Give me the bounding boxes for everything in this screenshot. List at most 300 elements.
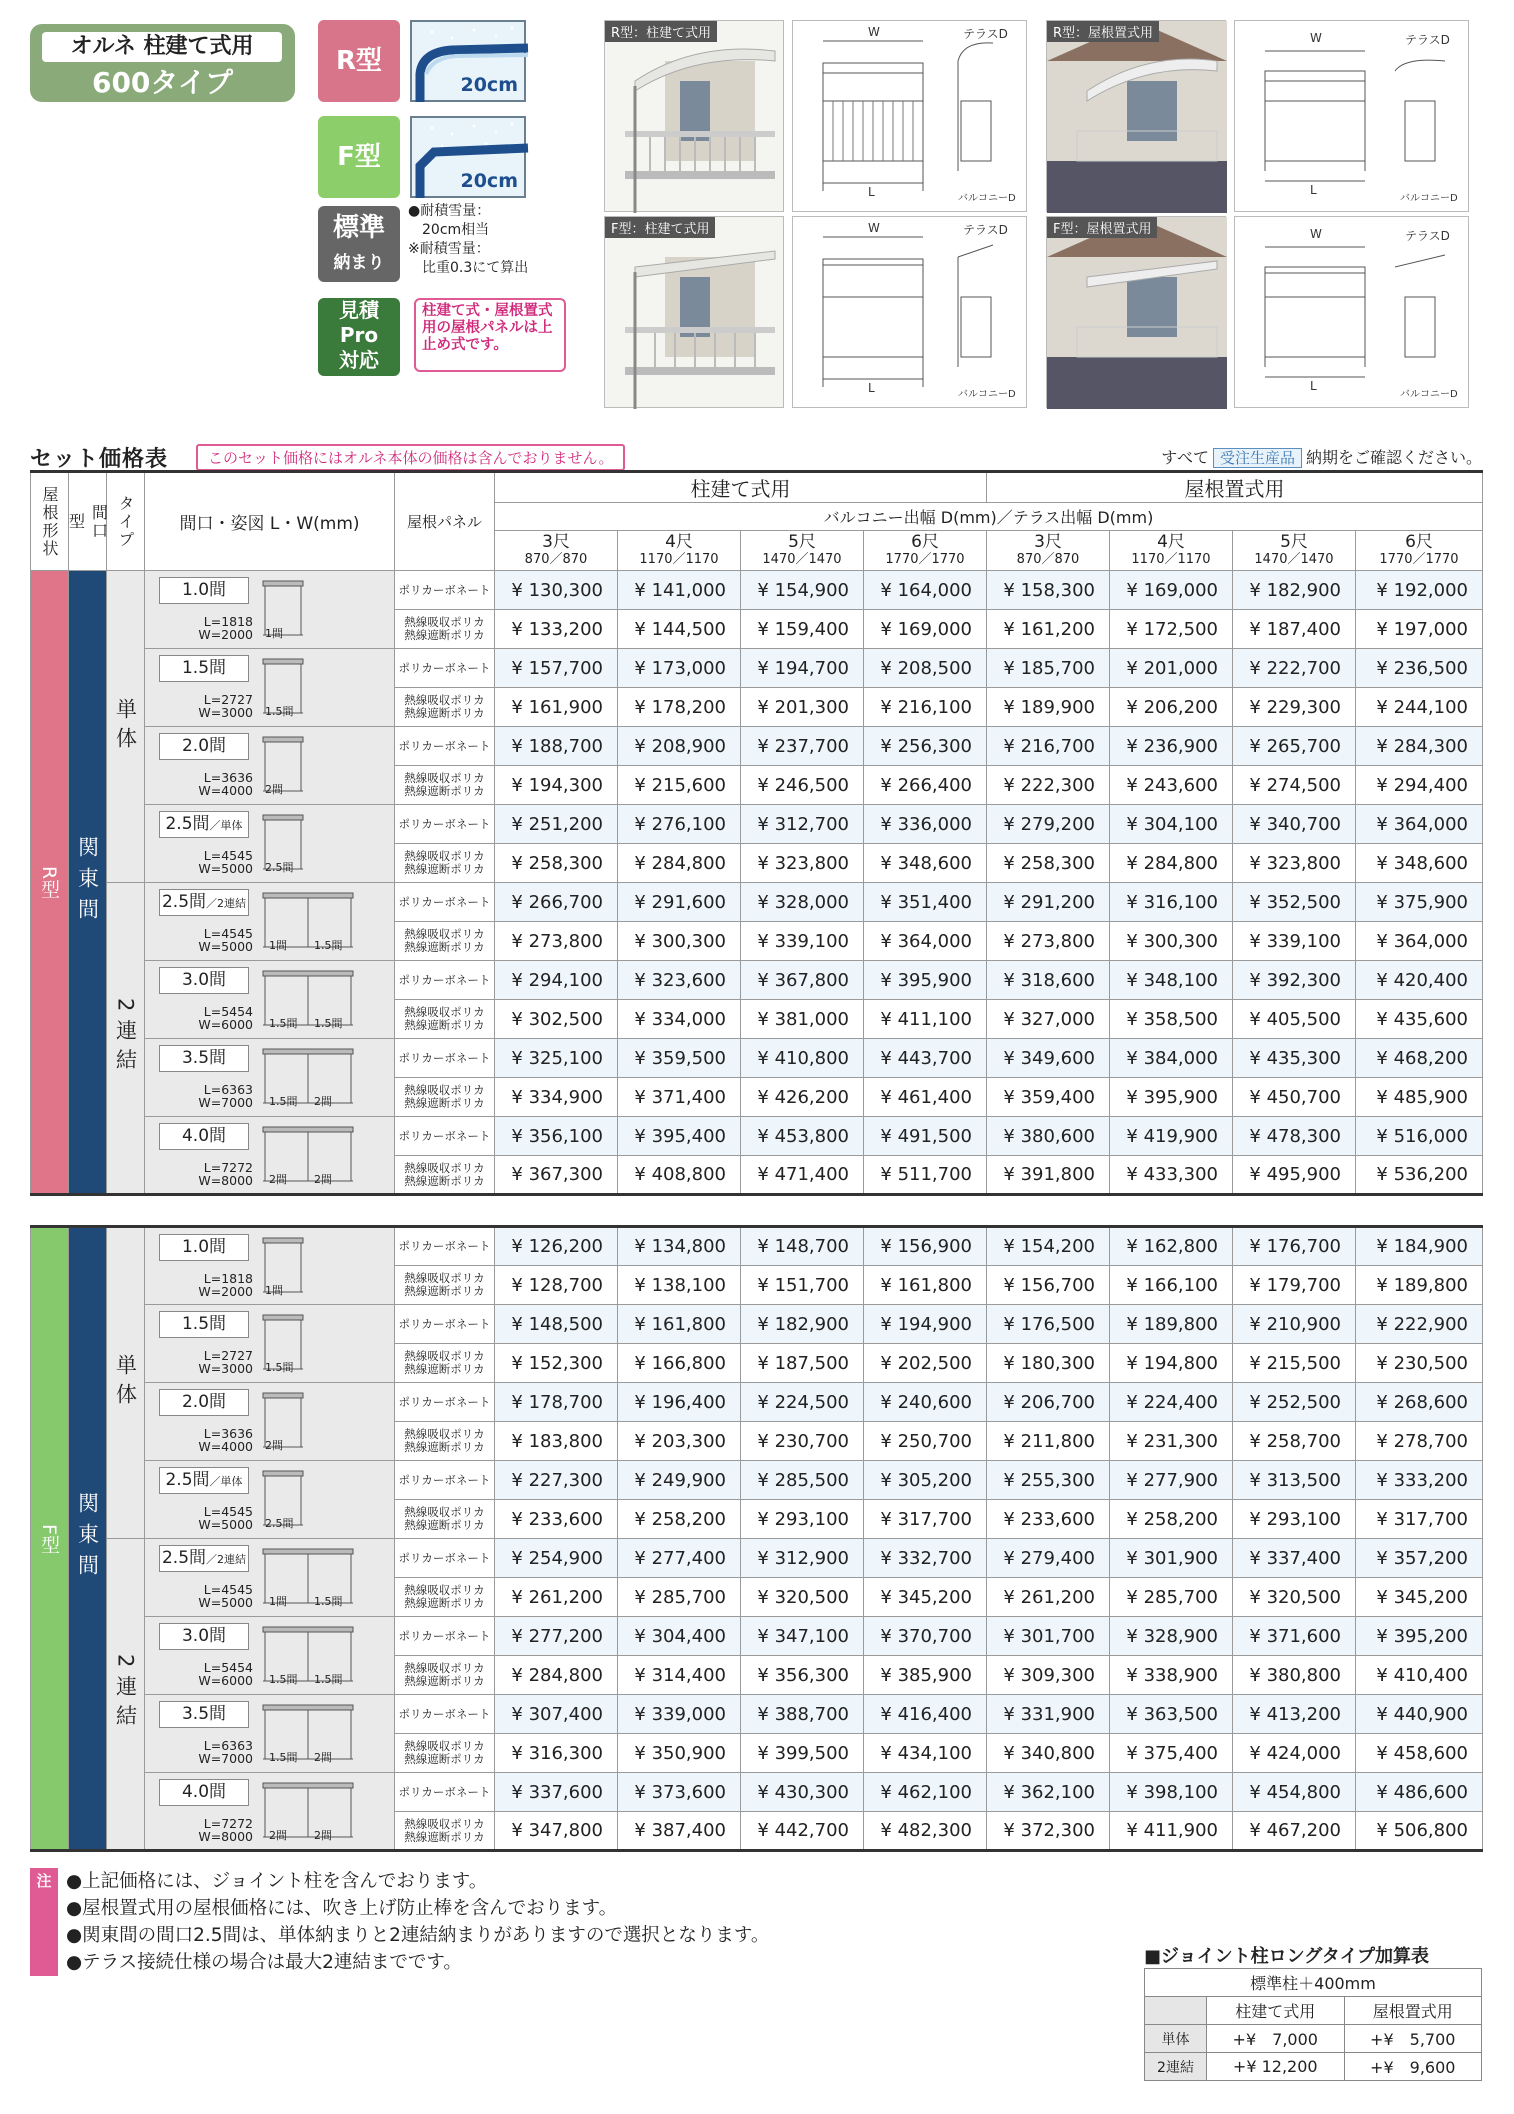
price-cell: ¥ 337,600: [495, 1773, 618, 1812]
type-single-cell: 単体: [107, 1227, 145, 1539]
joint-std: 標準柱＋400mm: [1145, 1969, 1482, 1997]
price-cell: ¥ 325,100: [495, 1039, 618, 1078]
price-cell: ¥ 176,700: [1233, 1227, 1356, 1266]
panel-heat-absorb: 熱線吸収ポリカ: [404, 1427, 485, 1441]
col-span-type: [66, 472, 109, 571]
price-cell: ¥ 453,800: [741, 1117, 864, 1156]
note-item: ●屋根置式用の屋根価格には、吹き上げ防止棒を含んでおります。: [66, 1898, 618, 1919]
price-cell: ¥ 252,500: [1233, 1383, 1356, 1422]
roof-shape-cell: R型: [31, 571, 69, 1195]
price-cell: ¥ 450,700: [1233, 1078, 1356, 1117]
width-label: W: [1310, 227, 1322, 241]
panel-heat-absorb: 熱線吸収ポリカ: [404, 849, 485, 863]
span-sub: ／2連結: [206, 1553, 247, 1566]
span-label: [159, 967, 249, 994]
product-name: オルネ 柱建て式用: [42, 32, 282, 62]
price-cell: ¥ 161,200: [987, 610, 1110, 649]
price-cell: ¥ 266,400: [864, 766, 987, 805]
price-cell: ¥ 201,000: [1110, 649, 1233, 688]
panel-heat-absorb: 熱線吸収ポリカ: [404, 615, 485, 629]
price-cell: ¥ 222,300: [987, 766, 1110, 805]
price-cell: ¥ 362,100: [987, 1773, 1110, 1812]
price-cell: ¥ 348,100: [1110, 961, 1233, 1000]
panel-heat-block: 熱線遮断ポリカ: [404, 1829, 485, 1844]
price-cell: ¥ 188,700: [495, 727, 618, 766]
lw-dimensions: L=2727 W=3000: [198, 692, 253, 720]
price-cell: ¥ 410,400: [1356, 1656, 1483, 1695]
span-value: 2.0間: [181, 736, 227, 756]
panel-heat-absorb: 熱線吸収ポリカ: [404, 693, 485, 707]
price-cell: ¥ 279,400: [987, 1539, 1110, 1578]
price-cell: ¥ 277,200: [495, 1617, 618, 1656]
panel-poly: ポリカーボネート: [395, 883, 495, 922]
lw-dimensions: L=4545 W=5000: [198, 848, 253, 876]
price-cell: ¥ 506,800: [1356, 1812, 1483, 1851]
span-label: [159, 1701, 249, 1728]
price-cell: ¥ 255,300: [987, 1461, 1110, 1500]
price-cell: ¥ 391,800: [987, 1156, 1110, 1195]
price-cell: ¥ 141,000: [618, 571, 741, 610]
lead-note-post: 納期をご確認ください。: [1305, 448, 1482, 467]
panel-poly: ポリカーボネート: [395, 1461, 495, 1500]
price-cell: ¥ 285,700: [1110, 1578, 1233, 1617]
price-cell: ¥ 196,400: [618, 1383, 741, 1422]
price-cell: ¥ 279,200: [987, 805, 1110, 844]
price-cell: ¥ 364,000: [1356, 805, 1483, 844]
joint-col-pillar: 柱建て式用: [1207, 1997, 1345, 2025]
price-cell: ¥ 202,500: [864, 1344, 987, 1383]
col-size: 間口・姿図 L・W(mm): [145, 472, 395, 571]
span-kanto-cell: 関東間: [69, 1227, 107, 1851]
price-cell: ¥ 317,700: [1356, 1500, 1483, 1539]
col-span-label: 間口: [89, 503, 109, 540]
size-label: 4尺: [1157, 531, 1185, 552]
size-cell: [145, 649, 395, 727]
price-cell: ¥ 381,000: [741, 1000, 864, 1039]
panel-heat: [395, 766, 495, 805]
price-cell: ¥ 486,600: [1356, 1773, 1483, 1812]
lw-dimensions: L=3636 W=4000: [198, 770, 253, 798]
span-value: 4.0間: [181, 1126, 227, 1146]
price-cell: ¥ 347,800: [495, 1812, 618, 1851]
price-cell: ¥ 215,500: [1233, 1344, 1356, 1383]
price-cell: ¥ 435,300: [1233, 1039, 1356, 1078]
price-cell: ¥ 159,400: [741, 610, 864, 649]
panel-heat-block: 熱線遮断ポリカ: [404, 1018, 485, 1032]
price-cell: ¥ 278,700: [1356, 1422, 1483, 1461]
group-roof: 屋根置式用: [987, 472, 1483, 503]
lw-dimensions: L=5454 W=6000: [198, 1660, 253, 1688]
price-cell: ¥ 345,200: [864, 1578, 987, 1617]
span-mark: 1.5間: [314, 1595, 343, 1608]
price-cell: ¥ 256,300: [864, 727, 987, 766]
price-cell: ¥ 230,500: [1356, 1344, 1483, 1383]
size-mm: 1170／1170: [1131, 551, 1211, 567]
price-cell: ¥ 206,200: [1110, 688, 1233, 727]
price-cell: ¥ 347,100: [741, 1617, 864, 1656]
joint-pillar-price: +¥ 7,000: [1207, 2025, 1345, 2053]
price-row: [31, 961, 1483, 1000]
price-cell: ¥ 435,600: [1356, 1000, 1483, 1039]
price-cell: ¥ 180,300: [987, 1344, 1110, 1383]
size-cell: [145, 1117, 395, 1195]
price-cell: ¥ 387,400: [618, 1812, 741, 1851]
span-mark: 1.5間: [269, 1095, 298, 1108]
span-label: [159, 733, 249, 760]
span-mark: 1.5間: [314, 1017, 343, 1030]
price-cell: ¥ 339,100: [741, 922, 864, 961]
size-header: [1356, 531, 1483, 571]
price-cell: ¥ 411,100: [864, 1000, 987, 1039]
price-cell: ¥ 367,800: [741, 961, 864, 1000]
price-cell: ¥ 173,000: [618, 649, 741, 688]
price-cell: ¥ 338,900: [1110, 1656, 1233, 1695]
price-cell: ¥ 161,800: [618, 1305, 741, 1344]
note-item: ●関東間の間口2.5間は、単体納まりと2連結納まりがありますので選択となります。: [66, 1925, 770, 1946]
size-header: [618, 531, 741, 571]
span-mark: 1.5間: [269, 1751, 298, 1764]
span-value: 4.0間: [181, 1782, 227, 1802]
panel-heat-absorb: 熱線吸収ポリカ: [404, 1583, 485, 1597]
width-label: W: [1310, 31, 1322, 45]
price-cell: ¥ 261,200: [495, 1578, 618, 1617]
size-label: 3尺: [542, 531, 570, 552]
price-cell: ¥ 277,400: [618, 1539, 741, 1578]
span-mark: 1.5間: [314, 1673, 343, 1686]
size-label: 6尺: [911, 531, 939, 552]
price-cell: ¥ 194,900: [864, 1305, 987, 1344]
price-cell: ¥ 148,700: [741, 1227, 864, 1266]
snow-load-notes: [408, 202, 528, 278]
joint-roof-price: +¥ 9,600: [1344, 2053, 1482, 2081]
price-cell: ¥ 216,700: [987, 727, 1110, 766]
size-cell: [145, 1305, 395, 1383]
price-cell: ¥ 478,300: [1233, 1117, 1356, 1156]
price-cell: ¥ 162,800: [1110, 1227, 1233, 1266]
panel-heat: [395, 1266, 495, 1305]
price-cell: ¥ 258,300: [987, 844, 1110, 883]
price-cell: ¥ 274,500: [1233, 766, 1356, 805]
depth-subheader: バルコニー出幅 D(mm)／テラス出幅 D(mm): [495, 503, 1483, 531]
price-cell: ¥ 312,700: [741, 805, 864, 844]
price-row: [31, 1773, 1483, 1812]
price-cell: ¥ 395,200: [1356, 1617, 1483, 1656]
price-cell: ¥ 285,700: [618, 1578, 741, 1617]
drawing-r-roof: [1234, 20, 1469, 212]
photo-caption: F型：柱建て式用: [605, 217, 715, 238]
size-cell: [145, 1539, 395, 1617]
price-cell: ¥ 154,200: [987, 1227, 1110, 1266]
product-title: [30, 24, 295, 102]
span-mark: 2間: [269, 1173, 287, 1186]
price-cell: ¥ 261,200: [987, 1578, 1110, 1617]
panel-heat-absorb: 熱線吸収ポリカ: [404, 1271, 485, 1285]
roof-shape-cell: F型: [31, 1227, 69, 1851]
panel-heat-block: 熱線遮断ポリカ: [404, 1362, 485, 1376]
price-cell: ¥ 291,200: [987, 883, 1110, 922]
price-cell: ¥ 380,600: [987, 1117, 1110, 1156]
price-cell: ¥ 169,000: [1110, 571, 1233, 610]
span-value: 1.5間: [181, 658, 227, 678]
price-cell: ¥ 152,300: [495, 1344, 618, 1383]
price-cell: ¥ 293,100: [1233, 1500, 1356, 1539]
panel-heat: [395, 1344, 495, 1383]
price-cell: ¥ 251,200: [495, 805, 618, 844]
col-roof-shape: 屋根形状: [31, 472, 69, 571]
price-cell: ¥ 211,800: [987, 1422, 1110, 1461]
price-cell: ¥ 340,800: [987, 1734, 1110, 1773]
panel-poly: ポリカーボネート: [395, 1117, 495, 1156]
price-cell: ¥ 194,700: [741, 649, 864, 688]
r-type-price-table: [30, 470, 1483, 1196]
width-label: W: [868, 25, 880, 39]
price-cell: ¥ 511,700: [864, 1156, 987, 1195]
price-cell: ¥ 364,000: [864, 922, 987, 961]
note-item: ●テラス接続仕様の場合は最大2連結までです。: [66, 1952, 462, 1973]
price-cell: ¥ 495,900: [1233, 1156, 1356, 1195]
price-cell: ¥ 339,000: [618, 1695, 741, 1734]
price-cell: ¥ 430,300: [741, 1773, 864, 1812]
notes-list: [66, 1868, 769, 1976]
price-cell: ¥ 237,700: [741, 727, 864, 766]
panel-heat: [395, 610, 495, 649]
size-cell: [145, 1461, 395, 1539]
price-cell: ¥ 216,100: [864, 688, 987, 727]
span-label: [159, 1311, 249, 1338]
balcony-label: バルコニーD: [1400, 389, 1458, 400]
price-cell: ¥ 224,500: [741, 1383, 864, 1422]
price-cell: ¥ 316,300: [495, 1734, 618, 1773]
lw-dimensions: L=3636 W=4000: [198, 1426, 253, 1454]
size-mm: 870／870: [1016, 551, 1080, 567]
price-cell: ¥ 312,900: [741, 1539, 864, 1578]
price-cell: ¥ 384,000: [1110, 1039, 1233, 1078]
price-cell: ¥ 462,100: [864, 1773, 987, 1812]
panel-poly: ポリカーボネート: [395, 961, 495, 1000]
price-cell: ¥ 350,900: [618, 1734, 741, 1773]
col-panel: 屋根パネル: [395, 472, 495, 571]
price-cell: ¥ 284,800: [495, 1656, 618, 1695]
price-cell: ¥ 185,700: [987, 649, 1110, 688]
notes-mark: 注: [30, 1868, 58, 1976]
price-cell: ¥ 359,500: [618, 1039, 741, 1078]
price-cell: ¥ 227,300: [495, 1461, 618, 1500]
span-value: 3.0間: [181, 1626, 227, 1646]
span-label: [159, 655, 249, 682]
terrace-label: テラスD: [963, 223, 1008, 237]
joint-table-title: ■ジョイント柱ロングタイプ加算表: [1144, 1946, 1430, 1967]
price-cell: ¥ 215,600: [618, 766, 741, 805]
span-value: 3.0間: [181, 970, 227, 990]
price-row: [31, 1227, 1483, 1266]
price-row: [31, 571, 1483, 610]
span-sub: ／単体: [209, 819, 243, 832]
lw-dimensions: L=4545 W=5000: [198, 1582, 253, 1610]
price-cell: ¥ 356,100: [495, 1117, 618, 1156]
price-cell: ¥ 380,800: [1233, 1656, 1356, 1695]
price-cell: ¥ 454,800: [1233, 1773, 1356, 1812]
span-mark: 2間: [314, 1095, 332, 1108]
size-mm: 1170／1170: [639, 551, 719, 567]
drawing-f-roof: [1234, 216, 1469, 408]
photo-r-pillar: [604, 20, 784, 212]
span-mark: 2間: [265, 783, 283, 796]
price-cell: ¥ 371,600: [1233, 1617, 1356, 1656]
group-pillar: 柱建て式用: [495, 472, 987, 503]
panel-heat-absorb: 熱線吸収ポリカ: [404, 1816, 485, 1831]
price-cell: ¥ 458,600: [1356, 1734, 1483, 1773]
size-mm: 1470／1470: [762, 551, 842, 567]
price-cell: ¥ 301,900: [1110, 1539, 1233, 1578]
price-cell: ¥ 210,900: [1233, 1305, 1356, 1344]
length-label: L: [868, 381, 875, 395]
price-cell: ¥ 336,000: [864, 805, 987, 844]
price-cell: ¥ 194,800: [1110, 1344, 1233, 1383]
span-mark: 1.5間: [265, 705, 294, 718]
price-cell: ¥ 345,200: [1356, 1578, 1483, 1617]
panel-poly: ポリカーボネート: [395, 1039, 495, 1078]
price-cell: ¥ 277,900: [1110, 1461, 1233, 1500]
span-label: [159, 1467, 249, 1494]
joint-roof-price: +¥ 5,700: [1344, 2025, 1482, 2053]
price-cell: ¥ 187,400: [1233, 610, 1356, 649]
price-cell: ¥ 408,800: [618, 1156, 741, 1195]
lead-note-pre: すべて: [1161, 448, 1209, 467]
size-cell: [145, 1039, 395, 1117]
span-value: 3.5間: [181, 1048, 227, 1068]
price-row: [31, 1617, 1483, 1656]
price-cell: ¥ 442,700: [741, 1812, 864, 1851]
price-cell: ¥ 189,800: [1356, 1266, 1483, 1305]
size-cell: [145, 1773, 395, 1851]
price-cell: ¥ 468,200: [1356, 1039, 1483, 1078]
price-cell: ¥ 372,300: [987, 1812, 1110, 1851]
price-cell: ¥ 348,600: [864, 844, 987, 883]
span-value: 2.5間: [165, 814, 210, 834]
lw-dimensions: L=7272 W=8000: [198, 1816, 253, 1844]
price-cell: ¥ 148,500: [495, 1305, 618, 1344]
price-cell: ¥ 371,400: [618, 1078, 741, 1117]
price-cell: ¥ 375,400: [1110, 1734, 1233, 1773]
snow-note-4: 比重0.3にて算出: [408, 260, 529, 276]
price-cell: ¥ 258,200: [1110, 1500, 1233, 1539]
price-cell: ¥ 258,200: [618, 1500, 741, 1539]
price-cell: ¥ 405,500: [1233, 1000, 1356, 1039]
panel-heat: [395, 1422, 495, 1461]
price-cell: ¥ 187,500: [741, 1344, 864, 1383]
price-cell: ¥ 133,200: [495, 610, 618, 649]
span-value: 1.0間: [181, 580, 227, 600]
price-cell: ¥ 373,600: [618, 1773, 741, 1812]
price-cell: ¥ 388,700: [741, 1695, 864, 1734]
price-cell: ¥ 243,600: [1110, 766, 1233, 805]
size-mm: 1770／1770: [1379, 551, 1459, 567]
size-cell: [145, 1695, 395, 1773]
lw-dimensions: L=4545 W=5000: [198, 1504, 253, 1532]
price-cell: ¥ 166,800: [618, 1344, 741, 1383]
price-cell: ¥ 333,200: [1356, 1461, 1483, 1500]
price-cell: ¥ 273,800: [987, 922, 1110, 961]
panel-poly: ポリカーボネート: [395, 1305, 495, 1344]
price-cell: ¥ 189,800: [1110, 1305, 1233, 1344]
price-cell: ¥ 314,400: [618, 1656, 741, 1695]
size-cell: [145, 1227, 395, 1305]
panel-poly: ポリカーボネート: [395, 1773, 495, 1812]
price-cell: ¥ 154,900: [741, 571, 864, 610]
panel-heat-block: 熱線遮断ポリカ: [404, 1440, 485, 1454]
col-mold-label: 型: [66, 512, 86, 531]
price-cell: ¥ 230,700: [741, 1422, 864, 1461]
set-price-note: このセット価格にはオルネ本体の価格は含んでおりません。: [196, 444, 625, 471]
price-cell: ¥ 284,800: [1110, 844, 1233, 883]
size-label: 3尺: [1034, 531, 1062, 552]
span-mark: 1間: [269, 939, 287, 952]
price-cell: ¥ 363,500: [1110, 1695, 1233, 1734]
panel-poly: ポリカーボネート: [395, 1695, 495, 1734]
price-row: [31, 1039, 1483, 1078]
price-cell: ¥ 482,300: [864, 1812, 987, 1851]
price-cell: ¥ 182,900: [741, 1305, 864, 1344]
panel-heat: [395, 1812, 495, 1851]
price-row: [31, 1539, 1483, 1578]
price-cell: ¥ 440,900: [1356, 1695, 1483, 1734]
panel-heat: [395, 1500, 495, 1539]
price-cell: ¥ 166,100: [1110, 1266, 1233, 1305]
price-cell: ¥ 304,400: [618, 1617, 741, 1656]
price-row: [31, 883, 1483, 922]
span-value: 1.0間: [181, 1237, 227, 1257]
balcony-label: バルコニーD: [958, 389, 1016, 400]
price-cell: ¥ 222,700: [1233, 649, 1356, 688]
price-cell: ¥ 178,200: [618, 688, 741, 727]
price-cell: ¥ 419,900: [1110, 1117, 1233, 1156]
size-mm: 1470／1470: [1254, 551, 1334, 567]
price-cell: ¥ 134,800: [618, 1227, 741, 1266]
span-mark: 2間: [314, 1751, 332, 1764]
price-cell: ¥ 250,700: [864, 1422, 987, 1461]
price-cell: ¥ 151,700: [741, 1266, 864, 1305]
price-cell: ¥ 424,000: [1233, 1734, 1356, 1773]
price-cell: ¥ 240,600: [864, 1383, 987, 1422]
price-cell: ¥ 352,500: [1233, 883, 1356, 922]
price-cell: ¥ 246,500: [741, 766, 864, 805]
price-cell: ¥ 144,500: [618, 610, 741, 649]
panel-heat: [395, 1656, 495, 1695]
price-cell: ¥ 309,300: [987, 1656, 1110, 1695]
f-type-badge: F型: [318, 116, 400, 198]
panel-heat-absorb: 熱線吸収ポリカ: [404, 1739, 485, 1753]
price-cell: ¥ 208,500: [864, 649, 987, 688]
price-cell: ¥ 443,700: [864, 1039, 987, 1078]
price-cell: ¥ 130,300: [495, 571, 618, 610]
panel-heat: [395, 688, 495, 727]
joint-row-label: 2連結: [1145, 2053, 1207, 2081]
price-cell: ¥ 313,500: [1233, 1461, 1356, 1500]
size-cell: [145, 883, 395, 961]
panel-heat: [395, 922, 495, 961]
snow-note-3: ※耐積雪量：: [408, 241, 490, 257]
lw-dimensions: L=1818 W=2000: [198, 1271, 253, 1299]
joint-blank: [1145, 1997, 1207, 2025]
price-cell: ¥ 320,500: [741, 1578, 864, 1617]
panel-heat-block: 熱線遮断ポリカ: [404, 1596, 485, 1610]
snow-note-2: 20cm相当: [408, 222, 490, 238]
pro-badge-line1: 見積: [339, 298, 379, 322]
price-cell: ¥ 179,700: [1233, 1266, 1356, 1305]
lw-dimensions: L=1818 W=2000: [198, 614, 253, 642]
price-cell: ¥ 349,600: [987, 1039, 1110, 1078]
terrace-label: テラスD: [1405, 33, 1450, 47]
